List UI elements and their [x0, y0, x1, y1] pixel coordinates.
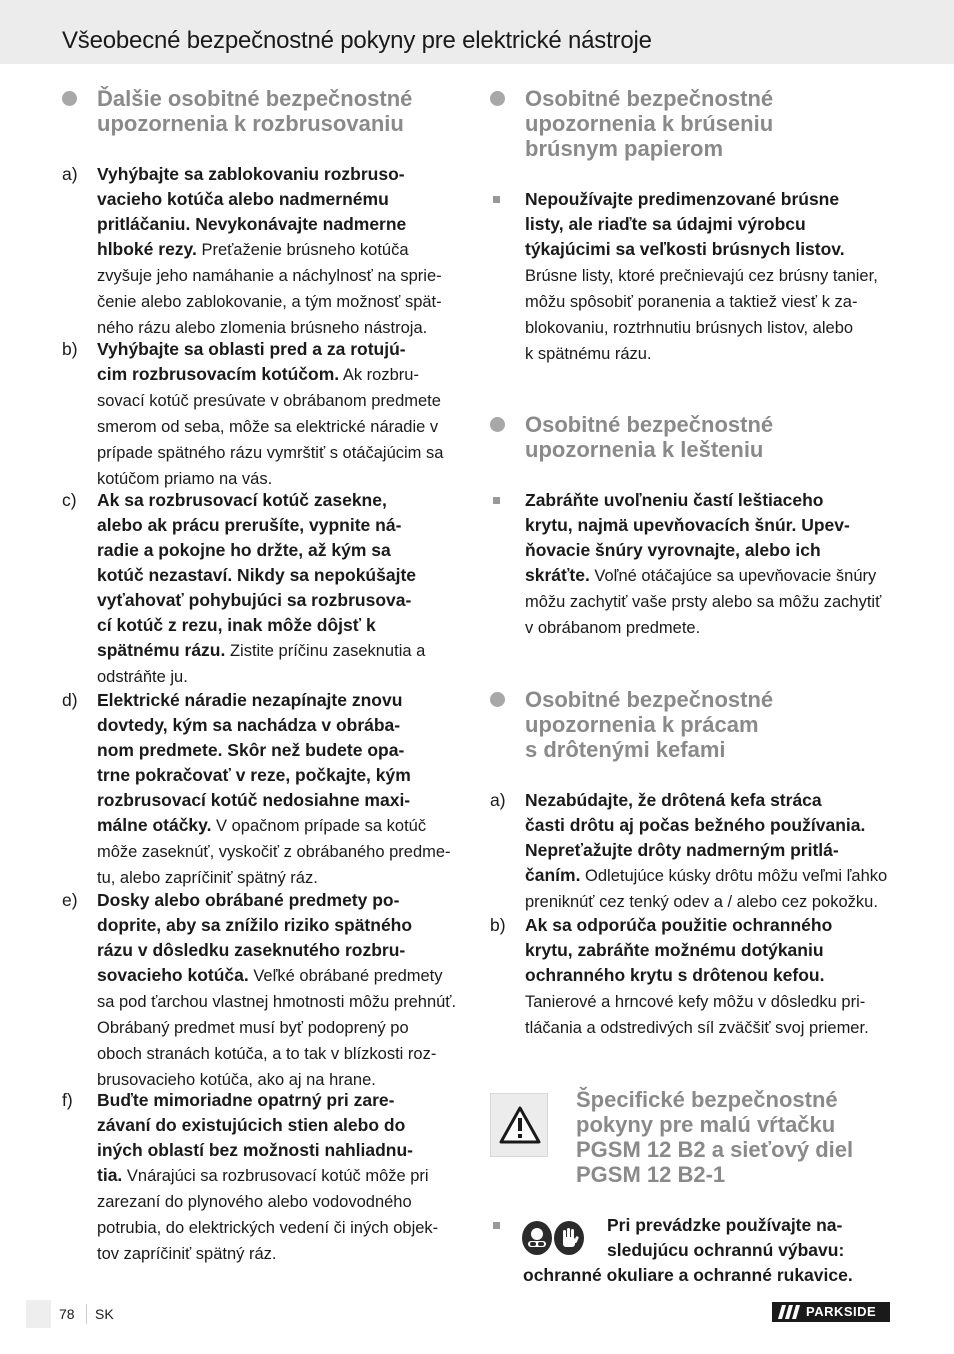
warning-triangle-icon [499, 1106, 541, 1144]
list-item: Nepoužívajte predimenzované brúsne listy, ale riaďte sa údajmi výrobcu týkajúcimi sa veľkosti brúsnych listov. Brúsne listy, ktoré prečnievajú cez brúsny tanier, môžu spôsobiť poranenia a taktiež viesť k za- blokovaniu, roztrhnutiu brúsnych listov, alebo k spätnému rázu. [490, 187, 878, 367]
sanding-section-heading: Osobitné bezpečnostné upozornenia k brúseniu brúsnym papierom [490, 86, 773, 161]
ppe-item: Pri prevádzke používajte na- sledujúcu ochrannú výbavu: ochranné okuliare a ochranné rukavice. [490, 1213, 890, 1288]
list-item: b) Ak sa odporúča použitie ochranného krytu, zabráňte možnému dotýkaniu ochranného krytu s drôtenou kefou. Tanierové a hrncové kefy môžu v dôsledku pri- tláčania a odstredivých síl zväčšiť svoj priemer. [490, 915, 869, 1037]
list-item: e) Dosky alebo obrábané predmety po- doprite, aby sa znížilo riziko spätného rázu v dôsledku zaseknutého rozbru- sovacieho kotúča. Veľké obrábané predmety sa pod ťarchou vlastnej hmotnosti môžu prehnúť. Obrábaný predmet musí byť podoprený po oboch stranách kotúča, a to tak v blízkosti roz- brusovacieho kotúča, ako aj na hrane. [62, 890, 457, 1089]
safety-gloves-icon [554, 1221, 584, 1255]
list-item: d) Elektrické náradie nezapínajte znovu dovtedy, kým sa nachádza v obrába- nom predmete. Skôr než budete opa- trne pokračovať v reze, počkajte, kým rozbrusovací kotúč nedosiahne maxi- málne otáčky. V opačnom prípade sa kotúč môže zaseknúť, vyskočiť z obrábaného predme- tu, alebo zapríčiniť spätný ráz. [62, 690, 451, 887]
brand-logo: PARKSIDE [772, 1302, 890, 1322]
section-bullet-icon [490, 692, 505, 707]
list-item: b) Vyhýbajte sa oblasti pred a za rotujú- cim rozbrusovacím kotúčom. Ak rozbru- sovací kotúč presúvate v obrábanom predmete smerom od seba, môže sa elektrické náradie v prípade spätného rázu vymrštiť s otáčajúcim sa kotúčom priamo na vás. [62, 339, 444, 488]
polishing-section-heading: Osobitné bezpečnostné upozornenia k lešteniu [490, 412, 773, 462]
brand-stripes-icon [778, 1305, 802, 1319]
square-bullet-icon [493, 497, 500, 504]
footer-divider [86, 1304, 87, 1324]
warning-box [490, 1093, 548, 1157]
list-item: Zabráňte uvoľneniu častí leštiaceho krytu, najmä upevňovacích šnúr. Upev- ňovacie šnúry vyrovnajte, alebo ich skráťte. Voľné otáčajúce sa upevňovacie šnúry môžu zachytiť vaše prsty alebo sa môžu zachytiť v obrábanom predmete. [490, 488, 881, 641]
list-item: c) Ak sa rozbrusovací kotúč zasekne, alebo ak prácu prerušíte, vypnite ná- radie a pokojne ho držte, až kým sa kotúč nezastaví. Nikdy sa nepokúšajte vyťahovať pohybujúci sa rozbrusova- cí kotúč z rezu, inak môže dôjsť k spätnému rázu. Zistite príčinu zaseknutia a odstráňte ju. [62, 490, 426, 686]
safety-goggles-icon [522, 1221, 552, 1255]
language-code: SK [95, 1306, 114, 1322]
section-bullet-icon [490, 417, 505, 432]
square-bullet-icon [493, 196, 500, 203]
page-number: 78 [59, 1306, 75, 1322]
list-item: a) Nezabúdajte, že drôtená kefa stráca časti drôtu aj počas bežného používania. Nepreťažujte drôty nadmerným pritlá- čaním. Odletujúce kúsky drôtu môžu veľmi ľahko preniknúť cez tenký odev a / alebo cez pokožku. [490, 790, 888, 911]
section-bullet-icon [490, 91, 505, 106]
specific-section-heading: Špecifické bezpečnostné pokyny pre malú vŕtačku PGSM 12 B2 a sieťový diel PGSM 12 B2-1 [576, 1087, 854, 1187]
cutoff-section-heading: Ďalšie osobitné bezpečnostné upozornenia k rozbrusovaniu [62, 86, 412, 136]
list-item: f) Buďte mimoriadne opatrný pri zare- závaní do existujúcich stien alebo do iných oblastí bez možnosti nahliadnu- tia. Vnárajúci sa rozbrusovací kotúč môže pri zarezaní do plynového alebo vodovodného potrubia, do elektrických vedení či iných objek- tov zapríčiniť spätný ráz. [62, 1090, 439, 1263]
square-bullet-icon [493, 1222, 500, 1229]
section-bullet-icon [62, 91, 77, 106]
wirebrush-section-heading: Osobitné bezpečnostné upozornenia k prácam s drôtenými kefami [490, 687, 773, 762]
footer-marker [26, 1300, 51, 1328]
page-header-title: Všeobecné bezpečnostné pokyny pre elektrické nástroje [62, 27, 652, 54]
ppe-icons [522, 1221, 584, 1257]
list-item: a) Vyhýbajte sa zablokovaniu rozbruso- vacieho kotúča alebo nadmernému pritláčaniu. Nevykonávajte nadmerne hlboké rezy. Preťaženie brúsneho kotúča zvyšuje jeho namáhanie a náchylnosť na sprie- čenie alebo zablokovanie, a tým možnosť spät- ného rázu alebo zlomenia brúsneho nástroja. [62, 164, 442, 337]
